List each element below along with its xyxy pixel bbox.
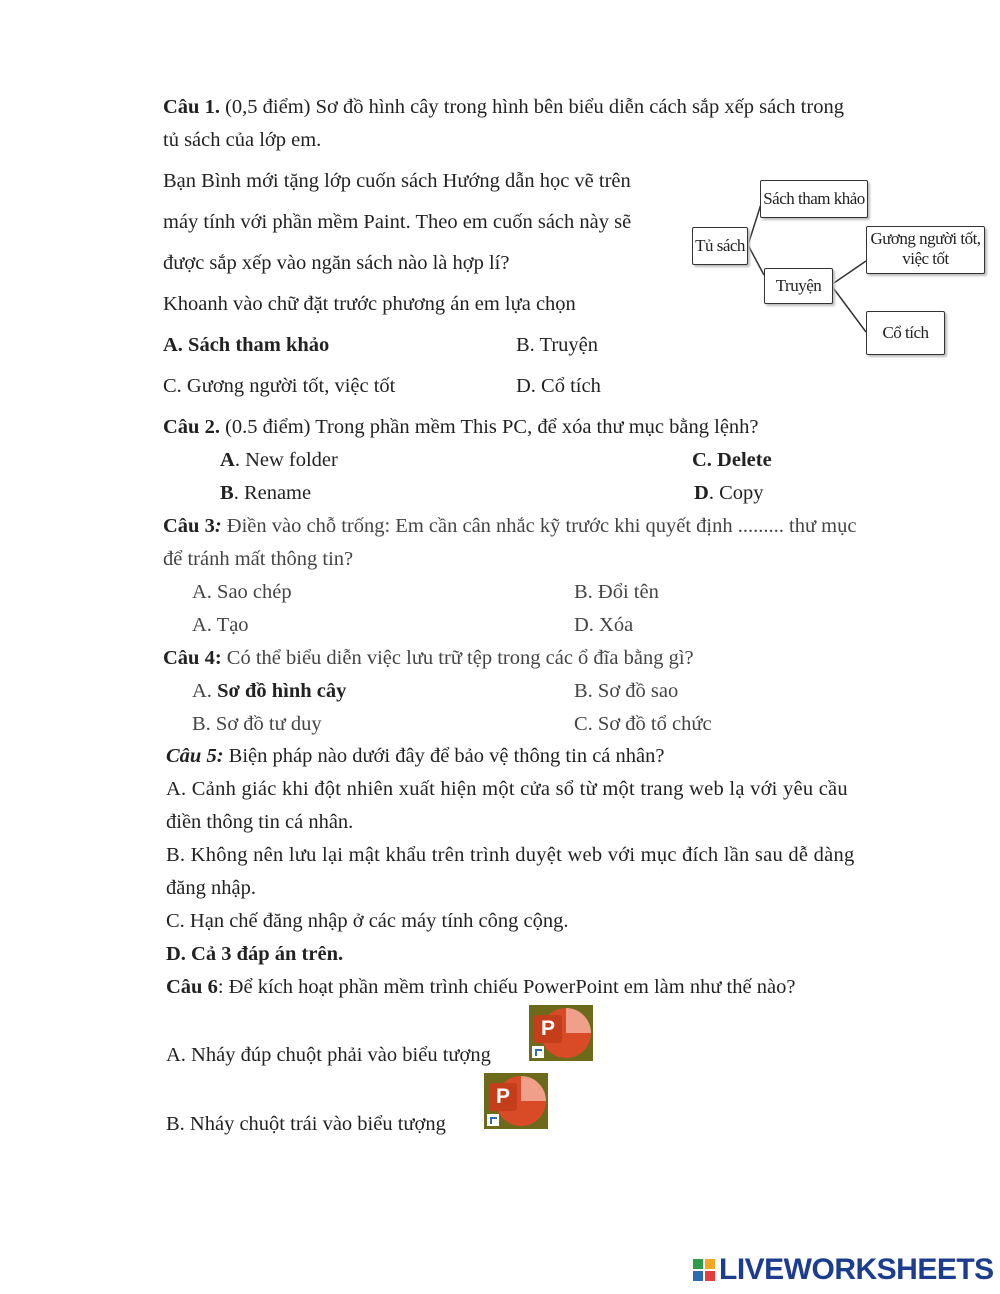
q1-line-5: được sắp xếp vào ngăn sách nào là hợp lí? xyxy=(163,252,510,274)
q2-option-a-text: . New folder xyxy=(234,449,338,471)
tree-node-root: Tủ sách xyxy=(692,227,748,265)
q4-option-a-letter: A. xyxy=(192,680,218,702)
q6-text: : Để kích hoạt phần mềm trình chiếu PowerPoint em làm như thế nào? xyxy=(217,976,796,998)
liveworksheets-logo-icon xyxy=(693,1259,715,1281)
q3-question xyxy=(163,513,856,539)
q5-option-a-line-2: điền thông tin cá nhân. xyxy=(166,811,354,833)
q6-option-a[interactable]: A. Nháy đúp chuột phải vào biểu tượng xyxy=(166,1044,491,1066)
tree-node-role-models xyxy=(866,226,985,274)
q2-option-b-letter: B xyxy=(220,482,234,504)
tree-node-stories: Truyện xyxy=(764,268,833,304)
q3-line-2: để tránh mất thông tin? xyxy=(163,548,354,570)
tree-edge-story-tale xyxy=(831,285,866,332)
q2-option-d-letter: D xyxy=(694,482,709,504)
q1-line-1 xyxy=(163,94,844,120)
tree-edge-root-story xyxy=(748,245,764,275)
q5-label: Câu 5: xyxy=(166,745,224,767)
q1-option-d[interactable]: D. Cổ tích xyxy=(516,375,601,397)
shortcut-arrow-icon xyxy=(487,1114,499,1126)
q1-line-4: máy tính với phần mềm Paint. Theo em cuốn sách này sẽ xyxy=(163,211,632,233)
q1-option-c[interactable]: C. Gương người tốt, việc tốt xyxy=(163,375,396,397)
q1-option-a[interactable]: A. Sách tham khảo xyxy=(163,334,330,356)
q1-line-6: Khoanh vào chữ đặt trước phương án em lựa chọn xyxy=(163,293,576,315)
liveworksheets-wordmark: LIVEWORKSHEETS xyxy=(719,1253,994,1286)
q2-question xyxy=(163,414,759,440)
tree-node-role-models-line-1: Gương người tốt, xyxy=(870,229,981,248)
shortcut-arrow-icon xyxy=(532,1046,544,1058)
tree-edge-story-model xyxy=(831,261,866,285)
q4-option-a-text: Sơ đồ hình cây xyxy=(217,680,347,702)
q2-option-d[interactable] xyxy=(694,480,764,506)
q4-option-b[interactable]: B. Sơ đồ sao xyxy=(574,680,679,702)
q2-option-a[interactable] xyxy=(220,447,338,473)
q5-option-b-line-2: đăng nhập. xyxy=(166,877,256,899)
q4-label: Câu 4: xyxy=(163,647,222,669)
q5-option-b-line-1[interactable]: B. Không nên lưu lại mật khẩu trên trình duyệt web với mục đích lần sau dễ dàng xyxy=(166,844,855,866)
q5-option-c[interactable]: C. Hạn chế đăng nhập ở các máy tính công cộng. xyxy=(166,910,569,932)
q1-text: (0,5 điểm) Sơ đồ hình cây trong hình bên biểu diễn cách sắp xếp sách trong xyxy=(219,96,844,118)
q3-colon: : xyxy=(214,515,222,537)
q1-line-3: Bạn Bình mới tặng lớp cuốn sách Hướng dẫn học vẽ trên xyxy=(163,170,631,192)
q3-option-b[interactable]: B. Đổi tên xyxy=(574,581,659,603)
q2-option-b-text: . Rename xyxy=(233,482,312,504)
q2-option-c[interactable]: C. Delete xyxy=(692,449,772,471)
q4-question xyxy=(163,645,694,671)
tree-node-fairy-tales: Cổ tích xyxy=(866,311,945,355)
q4-option-c[interactable]: C. Sơ đồ tổ chức xyxy=(574,713,712,735)
powerpoint-icon-tile: P xyxy=(489,1083,517,1111)
q1-label: Câu 1. xyxy=(163,96,220,118)
q3-option-a2[interactable]: A. Tạo xyxy=(192,614,249,636)
tree-node-role-models-line-2: việc tốt xyxy=(902,249,949,268)
q2-option-d-text: . Copy xyxy=(708,482,764,504)
q6-question xyxy=(166,974,795,1000)
q1-option-b[interactable]: B. Truyện xyxy=(516,334,599,356)
q2-option-b[interactable] xyxy=(220,480,311,506)
tree-node-reference-books: Sách tham khảo xyxy=(760,180,868,218)
powerpoint-icon[interactable] xyxy=(484,1073,548,1129)
q2-label: Câu 2. xyxy=(163,416,220,438)
q3-option-d[interactable]: D. Xóa xyxy=(574,614,634,636)
q6-label: Câu 6 xyxy=(166,976,218,998)
q5-question xyxy=(166,743,664,769)
q2-text: (0.5 điểm) Trong phần mềm This PC, để xóa thư mục bằng lệnh? xyxy=(219,416,759,438)
q5-option-a-line-1[interactable]: A. Cảnh giác khi đột nhiên xuất hiện một cửa sổ từ một trang web lạ với yêu cầu xyxy=(166,778,848,800)
q5-option-d[interactable]: D. Cả 3 đáp án trên. xyxy=(166,943,344,965)
q1-line-2: tủ sách của lớp em. xyxy=(163,129,322,151)
q4-text: Có thể biểu diễn việc lưu trữ tệp trong các ổ đĩa bằng gì? xyxy=(221,647,694,669)
q5-text: Biện pháp nào dưới đây để bảo vệ thông tin cá nhân? xyxy=(223,745,665,767)
q3-option-a[interactable]: A. Sao chép xyxy=(192,581,292,603)
q6-option-b[interactable]: B. Nháy chuột trái vào biểu tượng xyxy=(166,1113,446,1135)
q4-option-b2[interactable]: B. Sơ đồ tư duy xyxy=(192,713,322,735)
q4-option-a[interactable] xyxy=(192,678,346,704)
q3-label: Câu 3 xyxy=(163,515,215,537)
powerpoint-icon-tile: P xyxy=(534,1015,562,1043)
powerpoint-icon[interactable] xyxy=(529,1005,593,1061)
q3-text: Điền vào chỗ trống: Em cần cân nhắc kỹ trước khi quyết định ......... thư mục xyxy=(221,515,857,537)
q2-option-a-letter: A xyxy=(220,449,235,471)
